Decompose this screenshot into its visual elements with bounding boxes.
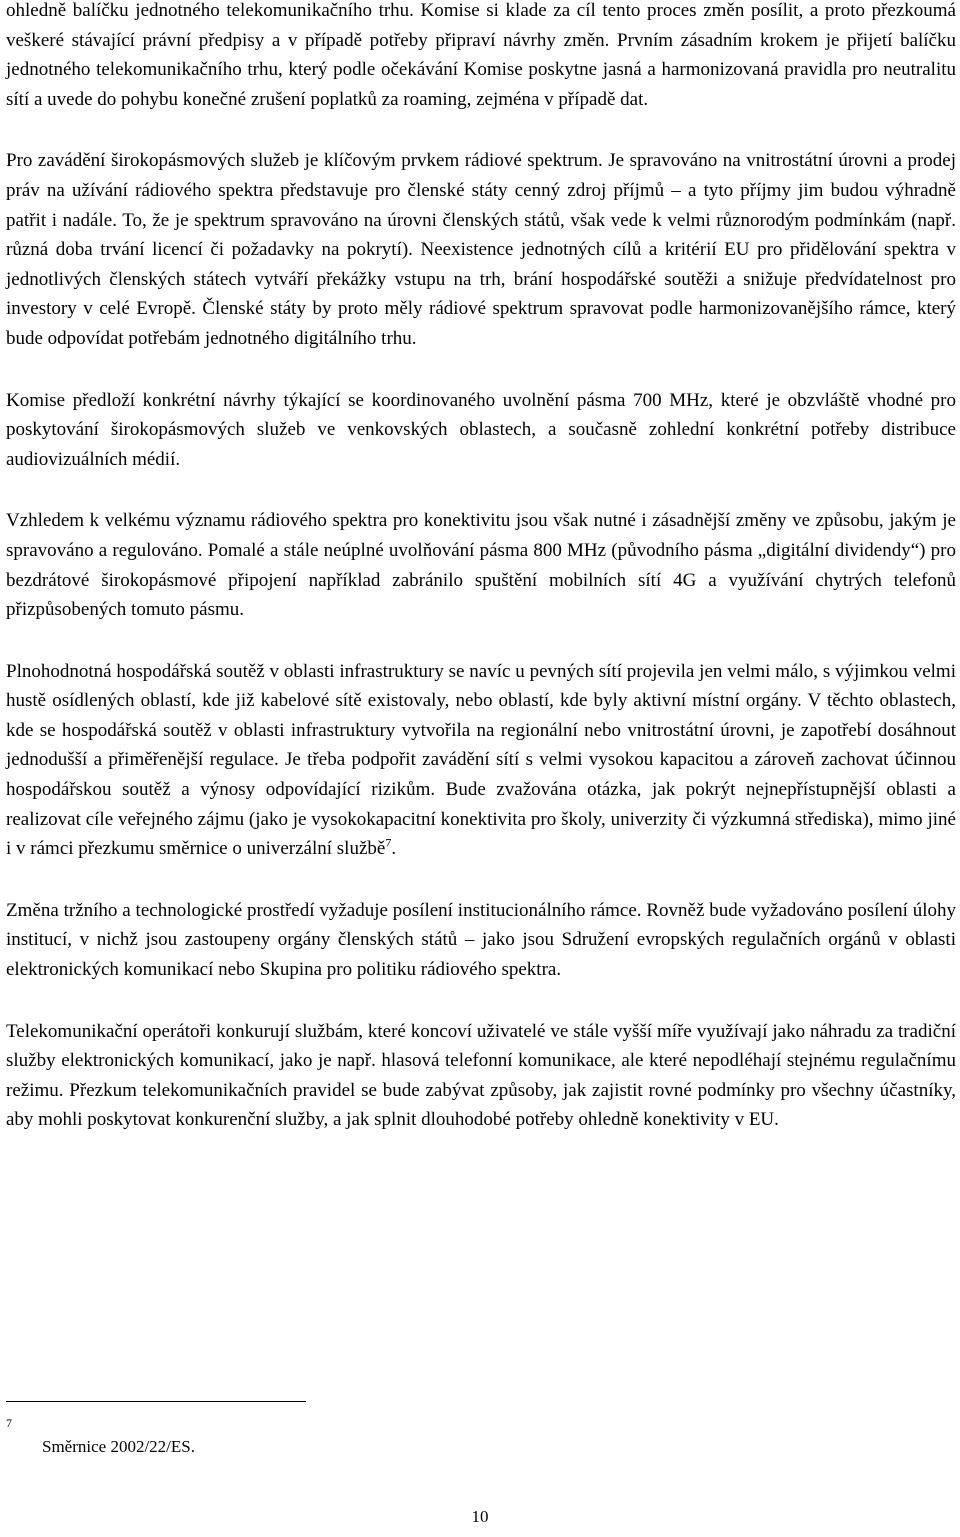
paragraph-5 — [6, 657, 956, 864]
footnote-reference: 7 — [385, 835, 392, 850]
paragraph-3: Komise předloží konkrétní návrhy týkající se koordinovaného uvolnění pásma 700 MHz, které je obzvláště vhodné pro poskytování širokopásmových služeb ve venkovských oblastech, a současně zohlední konkrétní potřeby distribuce audiovizuálních médií. — [6, 389, 956, 470]
paragraph-4: Vzhledem k velkému významu rádiového spektra pro konektivitu jsou však nutné i zásadnější změny ve způsobu, jakým je spravováno a regulováno. Pomalé a stále neúplné uvolňování pásma 800 MHz (původního pásma „digitální dividendy“) pro bezdrátové širokopásmové připojení například zabránilo spuštění mobilních sítí 4G a využívání chytrých telefonů přizpůsobených tomuto pásmu. — [6, 510, 956, 621]
paragraph-6: Změna tržního a technologické prostředí vyžaduje posílení institucionálního rámce. Rovněž bude vyžadováno posílení úlohy institucí, v nichž jsou zastoupeny orgány členských států – jako jsou Sdružení evropských regulačních orgánů v oblasti elektronických komunikací nebo Skupina pro politiku rádiového spektra. — [6, 899, 956, 981]
footnote-text: Směrnice 2002/22/ES. — [42, 1437, 195, 1456]
paragraph-2: Pro zavádění širokopásmových služeb je klíčovým prvkem rádiové spektrum. Je spravováno na vnitrostátní úrovni a prodej práv na užívání rádiového spektra představuje pro členské státy cenný zdroj příjmů – a tyto příjmy jim budou výhradně patřit i nadále. To, že je spektrum spravováno na úrovni členských států, však vede k velmi různorodým podmínkám (např. různá doba trvání licencí či požadavky na pokrytí). Neexistence jednotných cílů a kritérií EU pro přidělování spektra v jednotlivých členských státech vytváří překážky vstupu na trh, brání hospodářské soutěži a snižuje předvídatelnost pro investory v celé Evropě. Členské státy by proto měly rádiové spektrum spravovat podle harmonizovanějšího rámce, který bude odpovídat potřebám jednotného digitálního trhu. — [6, 150, 956, 349]
document-body — [6, 0, 956, 1167]
paragraph-5-text: Plnohodnotná hospodářská soutěž v oblasti infrastruktury se navíc u pevných sítí projevila jen velmi málo, s výjimkou velmi hustě osídlených oblastí, kde již kabelové sítě existovaly, nebo oblastí, kde byly aktivní místní orgány. V těchto oblastech, kde se hospodářská soutěž v oblasti infrastruktury vytvořila na regionální nebo vnitrostátní úrovni, je zapotřebí dosáhnout jednodušší a přiměřenější regulace. Je třeba podpořit zavádění sítí s velmi vysokou kapacitou a zároveň zachovat účinnou hospodářskou soutěž a výnosy odpovídající rizikům. Bude zvažována otázka, jak pokrýt nejnepřístupnější oblasti a realizovat cíle veřejného zájmu (jako je vysokokapacitní konektivita pro školy, univerzity či výzkumná střediska), mimo jiné i v rámci přezkumu směrnice o univerzální službě — [6, 660, 956, 860]
page-number: 10 — [471, 1507, 489, 1526]
paragraph-7: Telekomunikační operátoři konkurují službám, které koncoví uživatelé ve stále vyšší míře využívají jako náhradu za tradiční služby elektronických komunikací, jako je např. hlasová telefonní komunikace, ale které nepodléhají stejnému regulačnímu režimu. Přezkum telekomunikačních pravidel se bude zabývat způsoby, jak zajistit rovné podmínky pro všechny účastníky, aby mohli poskytovat konkurenční služby, a jak splnit dlouhodobé potřeby ohledně konektivity v EU. — [6, 1020, 956, 1131]
footnote-separator — [6, 1401, 306, 1402]
footnote-marker: 7 — [6, 1416, 12, 1430]
paragraph-1: ohledně balíčku jednotného telekomunikačního trhu. Komise si klade za cíl tento proces změn posílit, a proto přezkoumá veškeré stávající právní předpisy a v případě potřeby připraví návrhy změn. Prvním zásadním krokem je přijetí balíčku jednotného telekomunikačního trhu, který podle očekávání Komise poskytne jasná a harmonizovaná pravidla pro neutralitu sítí a uvede do pohybu konečné zrušení poplatků za roaming, zejména v případě dat. — [6, 0, 956, 110]
paragraph-5-tail: . — [391, 838, 397, 860]
